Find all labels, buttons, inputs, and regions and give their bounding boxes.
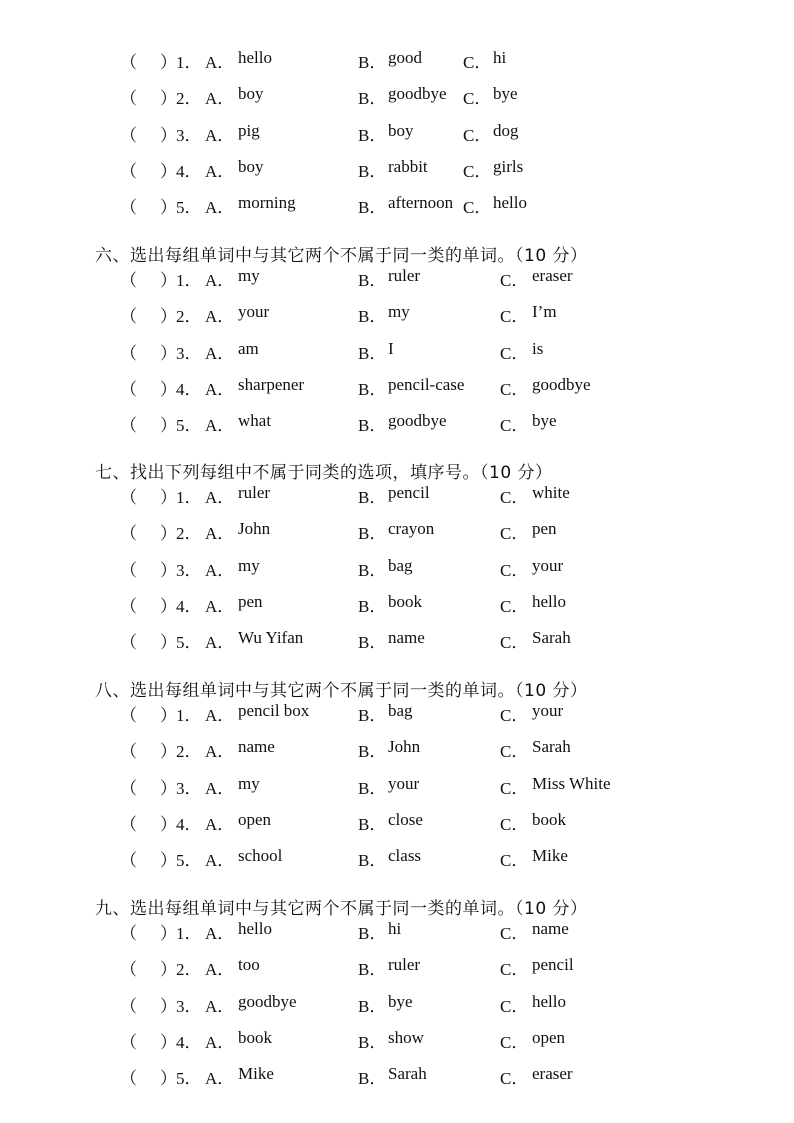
question-row — [0, 193, 794, 217]
option-b-label: B． — [358, 742, 387, 761]
option-b-label: B． — [358, 126, 387, 145]
question-row — [0, 592, 794, 616]
question-number: 1． — [176, 488, 202, 507]
answer-paren-open[interactable]: （ — [120, 815, 137, 834]
option-a-label: A． — [205, 1069, 235, 1088]
option-c-label: C． — [500, 633, 529, 652]
answer-paren-close: ） — [160, 561, 177, 580]
option-a-label: A． — [205, 633, 235, 652]
option-c-word: open — [532, 1028, 566, 1047]
option-c-word: eraser — [532, 266, 573, 285]
option-a-label: A． — [205, 162, 235, 181]
option-a-word: morning — [238, 193, 296, 212]
option-c-word: hello — [532, 592, 566, 611]
option-a-word: pencil box — [238, 701, 310, 720]
answer-paren-close: ） — [160, 162, 177, 181]
question-row — [0, 628, 794, 652]
option-c-word: girls — [493, 157, 524, 176]
question-number: 5． — [176, 1069, 202, 1088]
option-c-label: C． — [463, 162, 492, 181]
option-c-word: is — [532, 339, 544, 358]
option-a-label: A． — [205, 960, 235, 979]
answer-paren-close: ） — [160, 851, 177, 870]
answer-paren-open[interactable]: （ — [120, 271, 137, 290]
option-c-label: C． — [500, 706, 529, 725]
option-c-label: C． — [500, 851, 529, 870]
option-b-label: B． — [358, 53, 387, 72]
option-a-label: A． — [205, 198, 235, 217]
option-c-word: your — [532, 701, 564, 720]
question-number: 5． — [176, 198, 202, 217]
option-c-word: your — [532, 556, 564, 575]
answer-paren-close: ） — [160, 380, 177, 399]
question-number: 3． — [176, 997, 202, 1016]
question-number: 2． — [176, 524, 202, 543]
option-b-label: B． — [358, 89, 387, 108]
answer-paren-open[interactable]: （ — [120, 997, 137, 1016]
option-a-word: John — [238, 519, 271, 538]
question-row — [0, 411, 794, 435]
question-number: 1． — [176, 924, 202, 943]
option-b-word: goodbye — [388, 411, 447, 430]
question-row — [0, 774, 794, 798]
option-b-word: show — [388, 1028, 424, 1047]
option-a-word: am — [238, 339, 259, 358]
option-b-word: bag — [388, 701, 413, 720]
option-a-word: name — [238, 737, 275, 756]
section-title: 九、选出每组单词中与其它两个不属于同一类的单词。（10 分） — [95, 899, 588, 919]
option-a-label: A． — [205, 524, 235, 543]
question-row — [0, 955, 794, 979]
option-a-label: A． — [205, 488, 235, 507]
answer-paren-close: ） — [160, 53, 177, 72]
question-row — [0, 737, 794, 761]
option-a-word: open — [238, 810, 272, 829]
answer-paren-close: ） — [160, 524, 177, 543]
option-b-label: B． — [358, 779, 387, 798]
answer-paren-open[interactable]: （ — [120, 633, 137, 652]
answer-paren-close: ） — [160, 924, 177, 943]
answer-paren-close: ） — [160, 960, 177, 979]
question-number: 4． — [176, 597, 202, 616]
option-a-word: ruler — [238, 483, 271, 502]
option-b-word: pencil-case — [388, 375, 465, 394]
answer-paren-close: ） — [160, 706, 177, 725]
option-b-label: B． — [358, 960, 387, 979]
option-b-word: crayon — [388, 519, 435, 538]
option-c-label: C． — [463, 198, 492, 217]
option-c-word: dog — [493, 121, 519, 140]
option-a-word: my — [238, 556, 260, 575]
option-a-label: A． — [205, 706, 235, 725]
answer-paren-close: ） — [160, 126, 177, 145]
option-c-label: C． — [463, 53, 492, 72]
option-b-word: book — [388, 592, 422, 611]
option-b-word: your — [388, 774, 420, 793]
question-number: 2． — [176, 742, 202, 761]
option-b-label: B． — [358, 524, 387, 543]
question-number: 2． — [176, 89, 202, 108]
answer-paren-open[interactable]: （ — [120, 706, 137, 725]
answer-paren-close: ） — [160, 344, 177, 363]
option-c-word: Sarah — [532, 737, 571, 756]
option-b-label: B． — [358, 815, 387, 834]
answer-paren-open[interactable]: （ — [120, 488, 137, 507]
section-title: 七、找出下列每组中不属于同类的选项，填序号。（10 分） — [95, 463, 553, 483]
answer-paren-close: ） — [160, 1033, 177, 1052]
answer-paren-open[interactable]: （ — [120, 524, 137, 543]
question-number: 1． — [176, 53, 202, 72]
question-row — [0, 556, 794, 580]
option-b-label: B． — [358, 162, 387, 181]
option-a-label: A． — [205, 997, 235, 1016]
question-row — [0, 302, 794, 326]
question-number: 1． — [176, 706, 202, 725]
question-number: 2． — [176, 307, 202, 326]
answer-paren-open[interactable]: （ — [120, 960, 137, 979]
answer-paren-open[interactable]: （ — [120, 162, 137, 181]
answer-paren-open[interactable]: （ — [120, 89, 137, 108]
question-number: 1． — [176, 271, 202, 290]
option-a-label: A． — [205, 561, 235, 580]
question-number: 5． — [176, 633, 202, 652]
option-b-label: B． — [358, 1069, 387, 1088]
answer-paren-open[interactable]: （ — [120, 126, 137, 145]
option-c-label: C． — [500, 307, 529, 326]
question-number: 2． — [176, 960, 202, 979]
option-c-word: I’m — [532, 302, 557, 321]
answer-paren-close: ） — [160, 633, 177, 652]
option-c-word: hello — [493, 193, 527, 212]
option-c-word: hi — [493, 48, 507, 67]
section-title: 六、选出每组单词中与其它两个不属于同一类的单词。（10 分） — [95, 246, 588, 266]
option-a-word: pen — [238, 592, 263, 611]
option-b-word: I — [388, 339, 394, 358]
option-a-label: A． — [205, 416, 235, 435]
option-b-word: close — [388, 810, 423, 829]
option-b-word: good — [388, 48, 422, 67]
question-row — [0, 48, 794, 72]
option-a-word: goodbye — [238, 992, 297, 1011]
option-a-label: A． — [205, 271, 235, 290]
option-c-word: pencil — [532, 955, 574, 974]
option-a-label: A． — [205, 1033, 235, 1052]
answer-paren-open[interactable]: （ — [120, 307, 137, 326]
option-b-word: pencil — [388, 483, 430, 502]
answer-paren-close: ） — [160, 89, 177, 108]
question-row — [0, 701, 794, 725]
option-a-word: your — [238, 302, 270, 321]
option-b-word: John — [388, 737, 421, 756]
option-c-word: white — [532, 483, 570, 502]
option-a-label: A． — [205, 126, 235, 145]
answer-paren-close: ） — [160, 1069, 177, 1088]
option-c-label: C． — [463, 126, 492, 145]
option-b-word: hi — [388, 919, 402, 938]
option-b-word: bag — [388, 556, 413, 575]
option-b-label: B． — [358, 271, 387, 290]
option-a-word: school — [238, 846, 283, 865]
option-b-word: ruler — [388, 955, 421, 974]
option-b-word: my — [388, 302, 410, 321]
answer-paren-close: ） — [160, 488, 177, 507]
question-number: 5． — [176, 851, 202, 870]
answer-paren-close: ） — [160, 416, 177, 435]
option-b-word: ruler — [388, 266, 421, 285]
answer-paren-close: ） — [160, 779, 177, 798]
option-b-label: B． — [358, 633, 387, 652]
option-a-label: A． — [205, 742, 235, 761]
option-c-label: C． — [500, 561, 529, 580]
option-c-word: name — [532, 919, 569, 938]
option-b-label: B． — [358, 307, 387, 326]
answer-paren-close: ） — [160, 271, 177, 290]
option-a-label: A． — [205, 924, 235, 943]
option-b-label: B． — [358, 344, 387, 363]
option-c-word: hello — [532, 992, 566, 1011]
option-c-label: C． — [500, 271, 529, 290]
option-c-label: C． — [500, 597, 529, 616]
option-b-label: B． — [358, 1033, 387, 1052]
question-row — [0, 992, 794, 1016]
answer-paren-open[interactable]: （ — [120, 742, 137, 761]
option-b-label: B． — [358, 380, 387, 399]
option-b-label: B． — [358, 561, 387, 580]
question-row — [0, 266, 794, 290]
question-number: 3． — [176, 561, 202, 580]
option-b-word: boy — [388, 121, 414, 140]
question-row — [0, 121, 794, 145]
option-c-label: C． — [500, 924, 529, 943]
option-a-label: A． — [205, 815, 235, 834]
option-a-word: pig — [238, 121, 260, 140]
answer-paren-close: ） — [160, 742, 177, 761]
question-row — [0, 157, 794, 181]
option-a-word: hello — [238, 48, 272, 67]
answer-paren-close: ） — [160, 815, 177, 834]
option-a-word: Wu Yifan — [238, 628, 304, 647]
answer-paren-close: ） — [160, 307, 177, 326]
question-number: 3． — [176, 779, 202, 798]
question-number: 3． — [176, 344, 202, 363]
option-a-word: my — [238, 266, 260, 285]
question-row — [0, 919, 794, 943]
option-c-label: C． — [500, 1033, 529, 1052]
answer-paren-open[interactable]: （ — [120, 561, 137, 580]
option-a-word: hello — [238, 919, 272, 938]
option-a-label: A． — [205, 851, 235, 870]
option-c-word: bye — [532, 411, 557, 430]
option-c-label: C． — [463, 89, 492, 108]
option-b-word: bye — [388, 992, 413, 1011]
option-b-word: rabbit — [388, 157, 428, 176]
option-c-label: C． — [500, 416, 529, 435]
option-b-word: Sarah — [388, 1064, 427, 1083]
question-number: 4． — [176, 162, 202, 181]
option-c-label: C． — [500, 960, 529, 979]
answer-paren-open[interactable]: （ — [120, 924, 137, 943]
option-a-label: A． — [205, 89, 235, 108]
option-a-label: A． — [205, 779, 235, 798]
option-c-word: Sarah — [532, 628, 571, 647]
answer-paren-open[interactable]: （ — [120, 597, 137, 616]
answer-paren-open[interactable]: （ — [120, 198, 137, 217]
option-a-label: A． — [205, 53, 235, 72]
option-b-word: goodbye — [388, 84, 447, 103]
question-row — [0, 84, 794, 108]
option-c-label: C． — [500, 524, 529, 543]
question-row — [0, 1028, 794, 1052]
question-number: 4． — [176, 815, 202, 834]
option-a-word: what — [238, 411, 272, 430]
option-c-label: C． — [500, 779, 529, 798]
answer-paren-open[interactable]: （ — [120, 416, 137, 435]
answer-paren-open[interactable]: （ — [120, 851, 137, 870]
question-row — [0, 375, 794, 399]
answer-paren-open[interactable]: （ — [120, 344, 137, 363]
option-c-label: C． — [500, 997, 529, 1016]
answer-paren-open[interactable]: （ — [120, 779, 137, 798]
question-number: 5． — [176, 416, 202, 435]
option-b-label: B． — [358, 488, 387, 507]
option-c-word: Mike — [532, 846, 568, 865]
option-a-word: boy — [238, 157, 264, 176]
question-number: 4． — [176, 380, 202, 399]
option-c-word: bye — [493, 84, 518, 103]
option-b-label: B． — [358, 198, 387, 217]
answer-paren-close: ） — [160, 597, 177, 616]
option-a-label: A． — [205, 597, 235, 616]
question-number: 4． — [176, 1033, 202, 1052]
option-c-label: C． — [500, 815, 529, 834]
answer-paren-open[interactable]: （ — [120, 1033, 137, 1052]
answer-paren-open[interactable]: （ — [120, 1069, 137, 1088]
section-title: 八、选出每组单词中与其它两个不属于同一类的单词。（10 分） — [95, 681, 588, 701]
option-b-label: B． — [358, 997, 387, 1016]
question-row — [0, 810, 794, 834]
option-b-label: B． — [358, 851, 387, 870]
option-a-word: boy — [238, 84, 264, 103]
option-b-word: class — [388, 846, 422, 865]
option-a-label: A． — [205, 380, 235, 399]
option-c-word: pen — [532, 519, 557, 538]
option-c-word: eraser — [532, 1064, 573, 1083]
option-a-word: Mike — [238, 1064, 274, 1083]
question-row — [0, 483, 794, 507]
option-b-label: B． — [358, 597, 387, 616]
answer-paren-close: ） — [160, 997, 177, 1016]
question-number: 3． — [176, 126, 202, 145]
option-b-word: afternoon — [388, 193, 454, 212]
option-c-word: Miss White — [532, 774, 611, 793]
option-c-label: C． — [500, 742, 529, 761]
option-a-label: A． — [205, 344, 235, 363]
option-a-word: too — [238, 955, 260, 974]
answer-paren-open[interactable]: （ — [120, 53, 137, 72]
option-c-label: C． — [500, 488, 529, 507]
option-b-word: name — [388, 628, 425, 647]
option-a-word: my — [238, 774, 260, 793]
option-c-word: goodbye — [532, 375, 591, 394]
option-a-word: book — [238, 1028, 272, 1047]
question-row — [0, 339, 794, 363]
question-row — [0, 1064, 794, 1088]
option-b-label: B． — [358, 924, 387, 943]
option-c-label: C． — [500, 1069, 529, 1088]
option-b-label: B． — [358, 706, 387, 725]
question-row — [0, 846, 794, 870]
option-b-label: B． — [358, 416, 387, 435]
question-row — [0, 519, 794, 543]
option-c-label: C． — [500, 344, 529, 363]
answer-paren-open[interactable]: （ — [120, 380, 137, 399]
answer-paren-close: ） — [160, 198, 177, 217]
option-a-word: sharpener — [238, 375, 305, 394]
option-c-label: C． — [500, 380, 529, 399]
option-a-label: A． — [205, 307, 235, 326]
option-c-word: book — [532, 810, 566, 829]
